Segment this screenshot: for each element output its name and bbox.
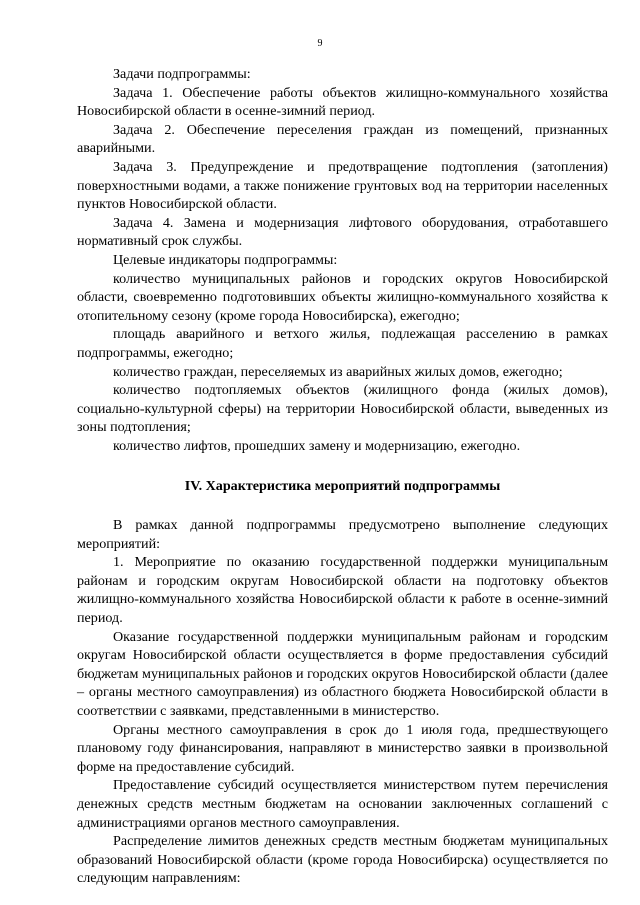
paragraph: Оказание государственной поддержки муниципальным районам и городским округам Новосибирской области осуществляется в форме предоставления субсидий бюджетам муниципальных районов и городских округов Новосибирской области (далее – органы местного самоуправления) из областного бюджета Новосибирской области в соответствии с заявками, представленными в министерство.: [77, 628, 608, 719]
paragraph: Распределение лимитов денежных средств местным бюджетам муниципальных образований Новосибирской области (кроме города Новосибирска) осуществляется по следующим направлениям:: [77, 833, 608, 887]
paragraph: Органы местного самоуправления в срок до 1 июля года, предшествующего плановому году финансирования, направляют в министерство заявки в произвольной форме на предоставление субсидий.: [77, 721, 608, 775]
paragraph: Задачи подпрограммы:: [113, 66, 251, 82]
paragraph: Задача 2. Обеспечение переселения граждан из помещений, признанных аварийными.: [77, 121, 608, 157]
paragraph: количество подтопляемых объектов (жилищного фонда (жилых домов), социально-культурной сферы) на территории Новосибирской области, выведенных из зоны подтопления;: [77, 382, 608, 436]
paragraph: количество муниципальных районов и городских округов Новосибирской области, своевременно подготовивших объекты жилищно-коммунального хозяйства к отопительному сезону (кроме города Новосибирска), ежегодно;: [77, 270, 608, 324]
paragraph: Задача 4. Замена и модернизация лифтового оборудования, отработавшего нормативный срок службы.: [77, 214, 608, 250]
paragraph: Целевые индикаторы подпрограммы:: [113, 251, 338, 268]
paragraph: В рамках данной подпрограммы предусмотрено выполнение следующих мероприятий:: [77, 517, 608, 552]
paragraph: Задача 1. Обеспечение работы объектов жилищно-коммунального хозяйства Новосибирской области в осенне-зимний период.: [77, 84, 608, 120]
document-body: [77, 65, 608, 888]
page-number: 9: [317, 38, 323, 49]
paragraph: количество лифтов, прошедших замену и модернизацию, ежегодно.: [113, 437, 521, 454]
paragraph: площадь аварийного и ветхого жилья, подлежащая расселению в рамках подпрограммы, ежегодно;: [77, 326, 608, 361]
paragraph: Задача 3. Предупреждение и предотвращение подтопления (затопления) поверхностными водами, а также понижение грунтовых вод на территории населенных пунктов Новосибирской области.: [77, 158, 608, 213]
paragraph: Предоставление субсидий осуществляется министерством путем перечисления денежных средств местным бюджетам на основании заключенных соглашений с администрациями органов местного самоуправления.: [77, 777, 608, 831]
paragraph: количество граждан, переселяемых из аварийных жилых домов, ежегодно;: [113, 363, 563, 380]
paragraph: 1. Мероприятие по оказанию государственной поддержки муниципальным районам и городским округам Новосибирской области на подготовку объектов жилищно-коммунального хозяйства Новосибирской области к работе в осенне-зимний период.: [77, 554, 608, 627]
section-heading: IV. Характеристика мероприятий подпрограммы: [184, 478, 501, 495]
